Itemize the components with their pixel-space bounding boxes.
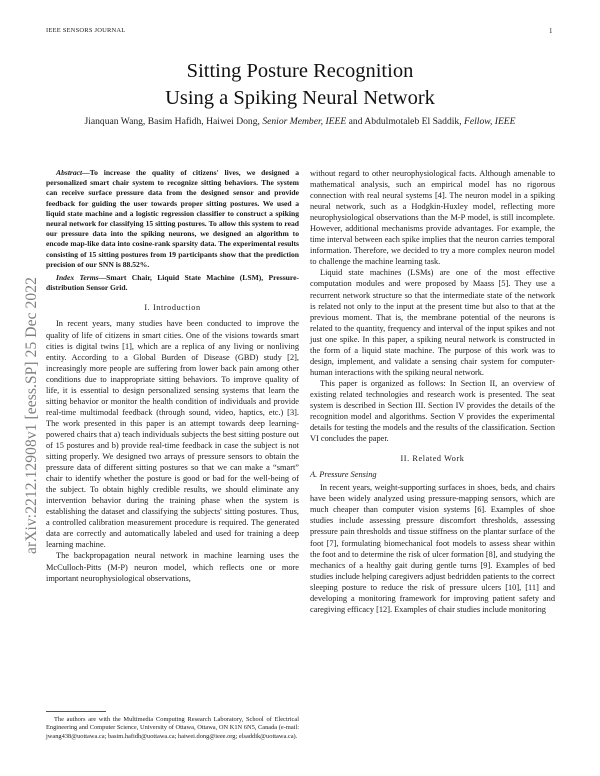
- body-paragraph-lsm: Liquid state machines (LSMs) are one of the most effective computation modules and were proposed by Maass [5]. They use a recurrent network structure so that the intermediate state of the network is related not only to the input at the present time but also to that at the previous moment. That is, the membrane potential of the neurons is related to the quantity, frequency and interval of the input spikes and not just one spike. In this paper, a spiking neural network is constructed in the form of a liquid state machine. The purpose of this work was to design, implement, and validate a sensing chair system for computer-human interactions with the spiking neural network.: [310, 268, 555, 377]
- section-heading-related-work: II. Related Work: [400, 454, 465, 464]
- intro-paragraph-1: In recent years, many studies have been conducted to improve the quality of life of citizens in smart cities. One of the visions towards smart cities is digital twins [1], which are a replica of any living or nonliving entity. According to a Global Burden of Disease (GBD) study [2], increasingly more people are suffering from lower back pain among other conditions due to inappropriate sitting behaviors. To improve quality of life, it is essential to design personalized sensing systems that learn the sitting behavior or monitor the health condition of individuals and provide real-time multimodal feedback (through sound, video, haptics, etc.) [3]. The work presented in this paper is an attempt towards deep learning-powered chairs that a) teach individuals subjects the best sitting posture out of 15 postures and b) provide real-time feedback in case the subject is not sitting properly. We designed two arrays of pressure sensors to obtain the pressure data of different sitting postures so that we can make a “smart” chair to identify whether the posture is good or bad for the well-being of the subject. To obtain highly credible results, we should eliminate any intervention behavior during the training phase when the system is establishing the dataset and classifying the subjects' sitting postures. Thus, a controlled calibration measurement procedure is required. The generated data are correctly and automatically labeled and used for training a deep learning machine.: [46, 319, 299, 550]
- body-paragraph-organization: This paper is organized as follows: In Section II, an overview of existing related technologies and research work is presented. The seat system is described in Section III. Section IV provides the details of the recognition model and algorithms. Section V provides the experimental details for testing the models and the results of the classification. Section VI concludes the paper.: [310, 378, 555, 444]
- right-column: [310, 168, 555, 615]
- title-line-2: Using a Spiking Neural Network: [165, 87, 435, 109]
- arxiv-stamp: arXiv:2212.12908v1 [eess.SP] 25 Dec 2022: [23, 277, 40, 554]
- fellow-affiliation: Fellow, IEEE: [464, 116, 516, 127]
- author-names: Jianquan Wang, Basim Hafidh, Haiwei Dong,: [84, 116, 263, 127]
- author-list: [0, 116, 600, 127]
- abstract: [46, 168, 299, 270]
- footnote-rule: [46, 711, 106, 712]
- page-number: 1: [549, 27, 553, 35]
- author-footnote: The authors are with the Multimedia Computing Research Laboratory, School of Electrical Engineering and Computer Science, University of Ottawa, Ottawa, ON K1N 6N5, Canada (e-mail: jwang438@uottawa.ca; basim.hafidh@uottawa.ca; haiwei.dong@ieee.org; elsaddik@uottawa.ca).: [46, 716, 299, 740]
- title-line-1: Sitting Posture Recognition: [186, 60, 414, 82]
- index-terms-label: Index Terms: [56, 273, 99, 283]
- section-heading-introduction: I. Introduction: [144, 303, 201, 313]
- index-terms-text: —Smart Chair, Liquid State Machine (LSM), Pressure-distribution Sensor Grid.: [46, 273, 300, 293]
- intro-paragraph-2: The backpropagation neural network in machine learning uses the McCulloch-Pitts (M-P) neuron model, which reflects one or more important neurophysiological observations,: [46, 551, 299, 583]
- senior-member-affiliation: Senior Member, IEEE: [262, 116, 347, 127]
- index-terms: [46, 273, 299, 293]
- left-column: [46, 168, 299, 584]
- body-paragraph-pressure-sensing: In recent years, weight-supporting surfaces in shoes, beds, and chairs have been widely analyzed using pressure-mapping sensors, which are much cheaper than computer vision systems [6]. Examples of shoe studies include assessing pressure discomfort thresholds, assessing pressure pain thresholds and tissue stiffness on the plantar surface of the foot [7], formulating biomechanical foot models to assess shear within the foot and to determine the risk of ulcer formation [8], and studying the mechanics of a healthy gait during gentle turns [9]. Examples of bed studies include helping caregivers adjust bedridden patients to the correct sleeping posture to reduce the risk of pressure ulcers [10], [11] and developing a monitoring framework for improving patient safety and caregiving efficacy [12]. Examples of chair studies include monitoring: [310, 483, 555, 614]
- author-names-2: and Abdulmotaleb El Saddik,: [346, 116, 465, 127]
- running-head: IEEE SENSORS JOURNAL: [46, 27, 126, 34]
- subsection-heading-pressure-sensing: A. Pressure Sensing: [310, 470, 377, 480]
- body-paragraph-continued: without regard to other neurophysiological facts. Although amenable to mathematical analysis, such an empirical model has no rigorous connection with real neural systems [4]. The neuron model in a spiking neural network, such as a Hodgkin-Huxley model, reflecting more neurophysiological observations than the M-P model, is still incomplete. However, additional mechanisms provide advantages. For example, the time interval between each spike implies that the neuron carries temporal information. Therefore, we decided to try a more complex neuron model to challenge the machine learning task.: [310, 169, 555, 267]
- abstract-text: —To increase the quality of citizens' lives, we designed a personalized smart chair system to recognize sitting behaviors. The system can receive surface pressure data from the designed sensor and provide feedback for guiding the user towards proper sitting postures. We used a liquid state machine and a logistic regression classifier to construct a spiking neural network for classifying 15 sitting postures. To allow this system to read our pressure data into the spiking neurons, we designed an algorithm to encode map-like data into cosine-rank sparsity data. The experimental results consisting of 15 sitting postures from 19 participants show that the prediction precision of our SNN is 88.52%.: [46, 168, 299, 269]
- abstract-label: Abstract: [56, 168, 83, 177]
- paper-title: [0, 58, 600, 112]
